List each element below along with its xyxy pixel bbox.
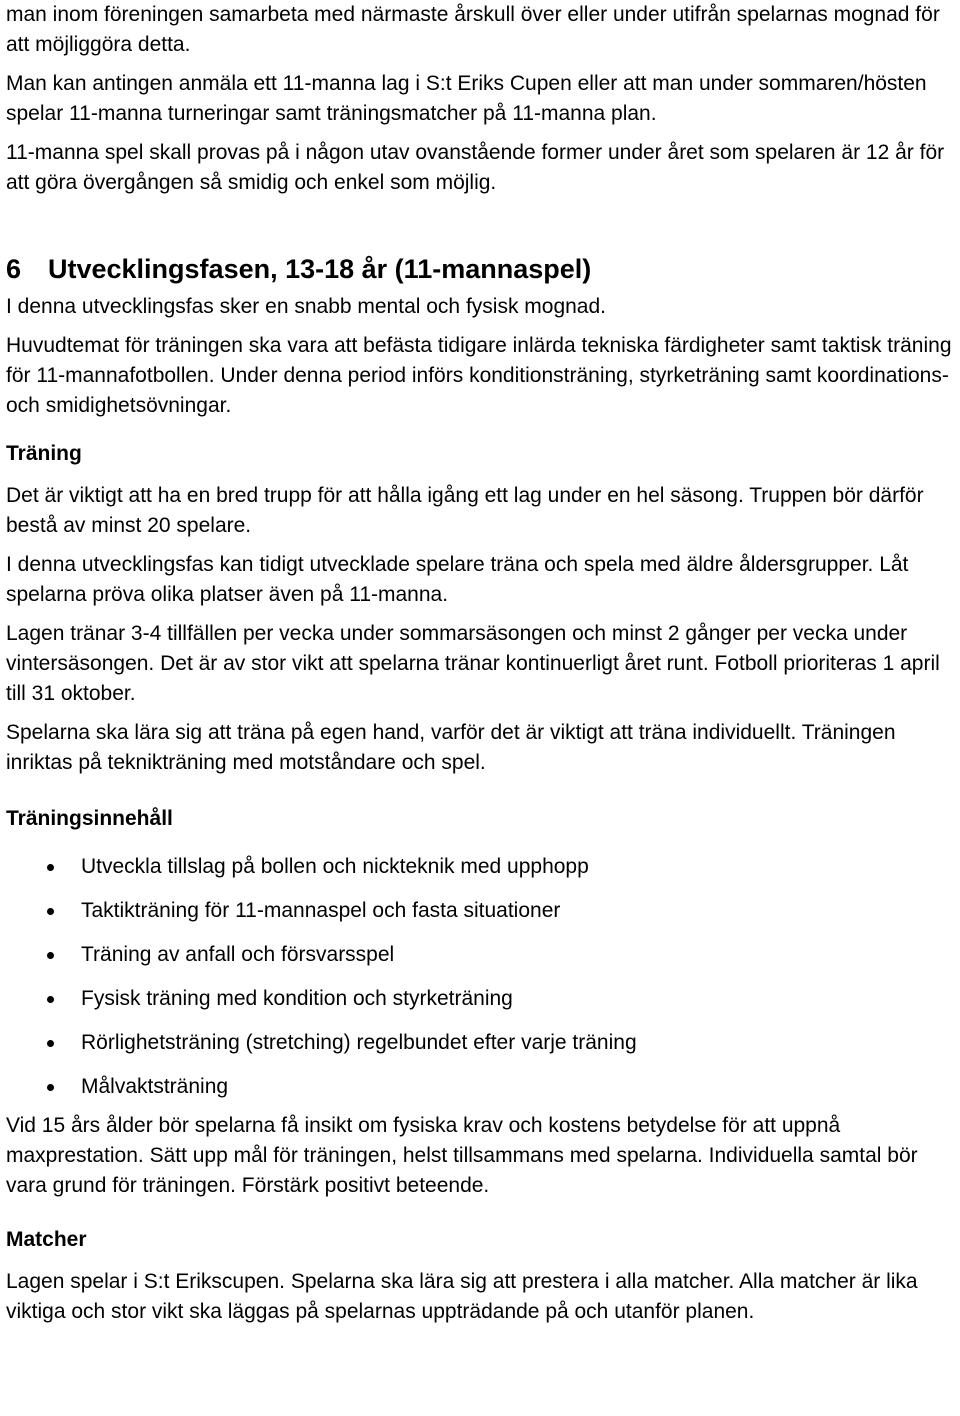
- bullet-icon: [47, 952, 54, 959]
- list-item: Träning av anfall och försvarsspel: [6, 933, 952, 977]
- paragraph: 11-manna spel skall provas på i någon utav ovanstående former under året som spelaren är 12 år för att göra övergången så smidig och enkel som möjlig.: [6, 141, 945, 194]
- list-item: Taktikträning för 11-mannaspel och fasta situationer: [6, 889, 952, 933]
- bullet-icon: [47, 1084, 54, 1091]
- list-item: Rörlighetsträning (stretching) regelbundet efter varje träning: [6, 1021, 952, 1065]
- paragraph: Det är viktigt att ha en bred trupp för att hålla igång ett lag under en hel säsong. Truppen bör därför bestå av minst 20 spelare.: [6, 484, 924, 537]
- paragraph: Huvudtemat för träningen ska vara att befästa tidigare inlärda tekniska färdigheter samt taktisk träning för 11-mannafotbollen. Under denna period införs konditionsträning, styrketräning samt koordinations- och smidighetsövningar.: [6, 334, 952, 417]
- subheading-matcher: Matcher: [6, 1228, 87, 1251]
- list-item: Fysisk träning med kondition och styrketräning: [6, 977, 952, 1021]
- paragraph: Lagen tränar 3-4 tillfällen per vecka under sommarsäsongen och minst 2 gånger per vecka under vintersäsongen. Det är av stor vikt att spelarna tränar kontinuerligt året runt. Fotboll prioriteras 1 april till 31 oktober.: [6, 622, 940, 705]
- paragraph: I denna utvecklingsfas sker en snabb mental och fysisk mognad.: [6, 295, 606, 318]
- list-item: Utveckla tillslag på bollen och nickteknik med upphopp: [6, 845, 952, 889]
- bullet-list: [6, 845, 952, 1109]
- paragraph: I denna utvecklingsfas kan tidigt utvecklade spelare träna och spela med äldre åldersgrupper. Låt spelarna pröva olika platser även på 11-manna.: [6, 553, 909, 606]
- bullet-icon: [47, 864, 54, 871]
- section-title: Utvecklingsfasen, 13-18 år (11-mannaspel): [48, 254, 592, 284]
- paragraph: Vid 15 års ålder bör spelarna få insikt om fysiska krav och kostens betydelse för att uppnå maxprestation. Sätt upp mål för träningen, helst tillsammans med spelarna. Individuella samtal bör vara grund för träningen. Förstärk positivt beteende.: [6, 1114, 918, 1197]
- section-heading: [6, 251, 952, 287]
- subheading-traning: Träning: [6, 442, 82, 465]
- bullet-icon: [47, 1040, 54, 1047]
- paragraph: Spelarna ska lära sig att träna på egen hand, varför det är viktigt att träna individuellt. Träningen inriktas på teknikträning med motståndare och spel.: [6, 721, 896, 774]
- paragraph: man inom föreningen samarbeta med närmaste årskull över eller under utifrån spelarnas mognad för att möjliggöra detta.: [6, 3, 940, 56]
- paragraph: Lagen spelar i S:t Erikscupen. Spelarna ska lära sig att prestera i alla matcher. Alla matcher är lika viktiga och stor vikt ska läggas på spelarnas uppträdande på och utanför planen.: [6, 1270, 918, 1323]
- list-item: Målvaktsträning: [6, 1065, 952, 1109]
- subheading-traningsinnehall: Träningsinnehåll: [6, 807, 173, 830]
- bullet-icon: [47, 996, 54, 1003]
- paragraph: Man kan antingen anmäla ett 11-manna lag i S:t Eriks Cupen eller att man under sommaren/hösten spelar 11-manna turneringar samt träningsmatcher på 11-manna plan.: [6, 72, 927, 125]
- bullet-icon: [47, 908, 54, 915]
- section-number: 6: [6, 254, 22, 284]
